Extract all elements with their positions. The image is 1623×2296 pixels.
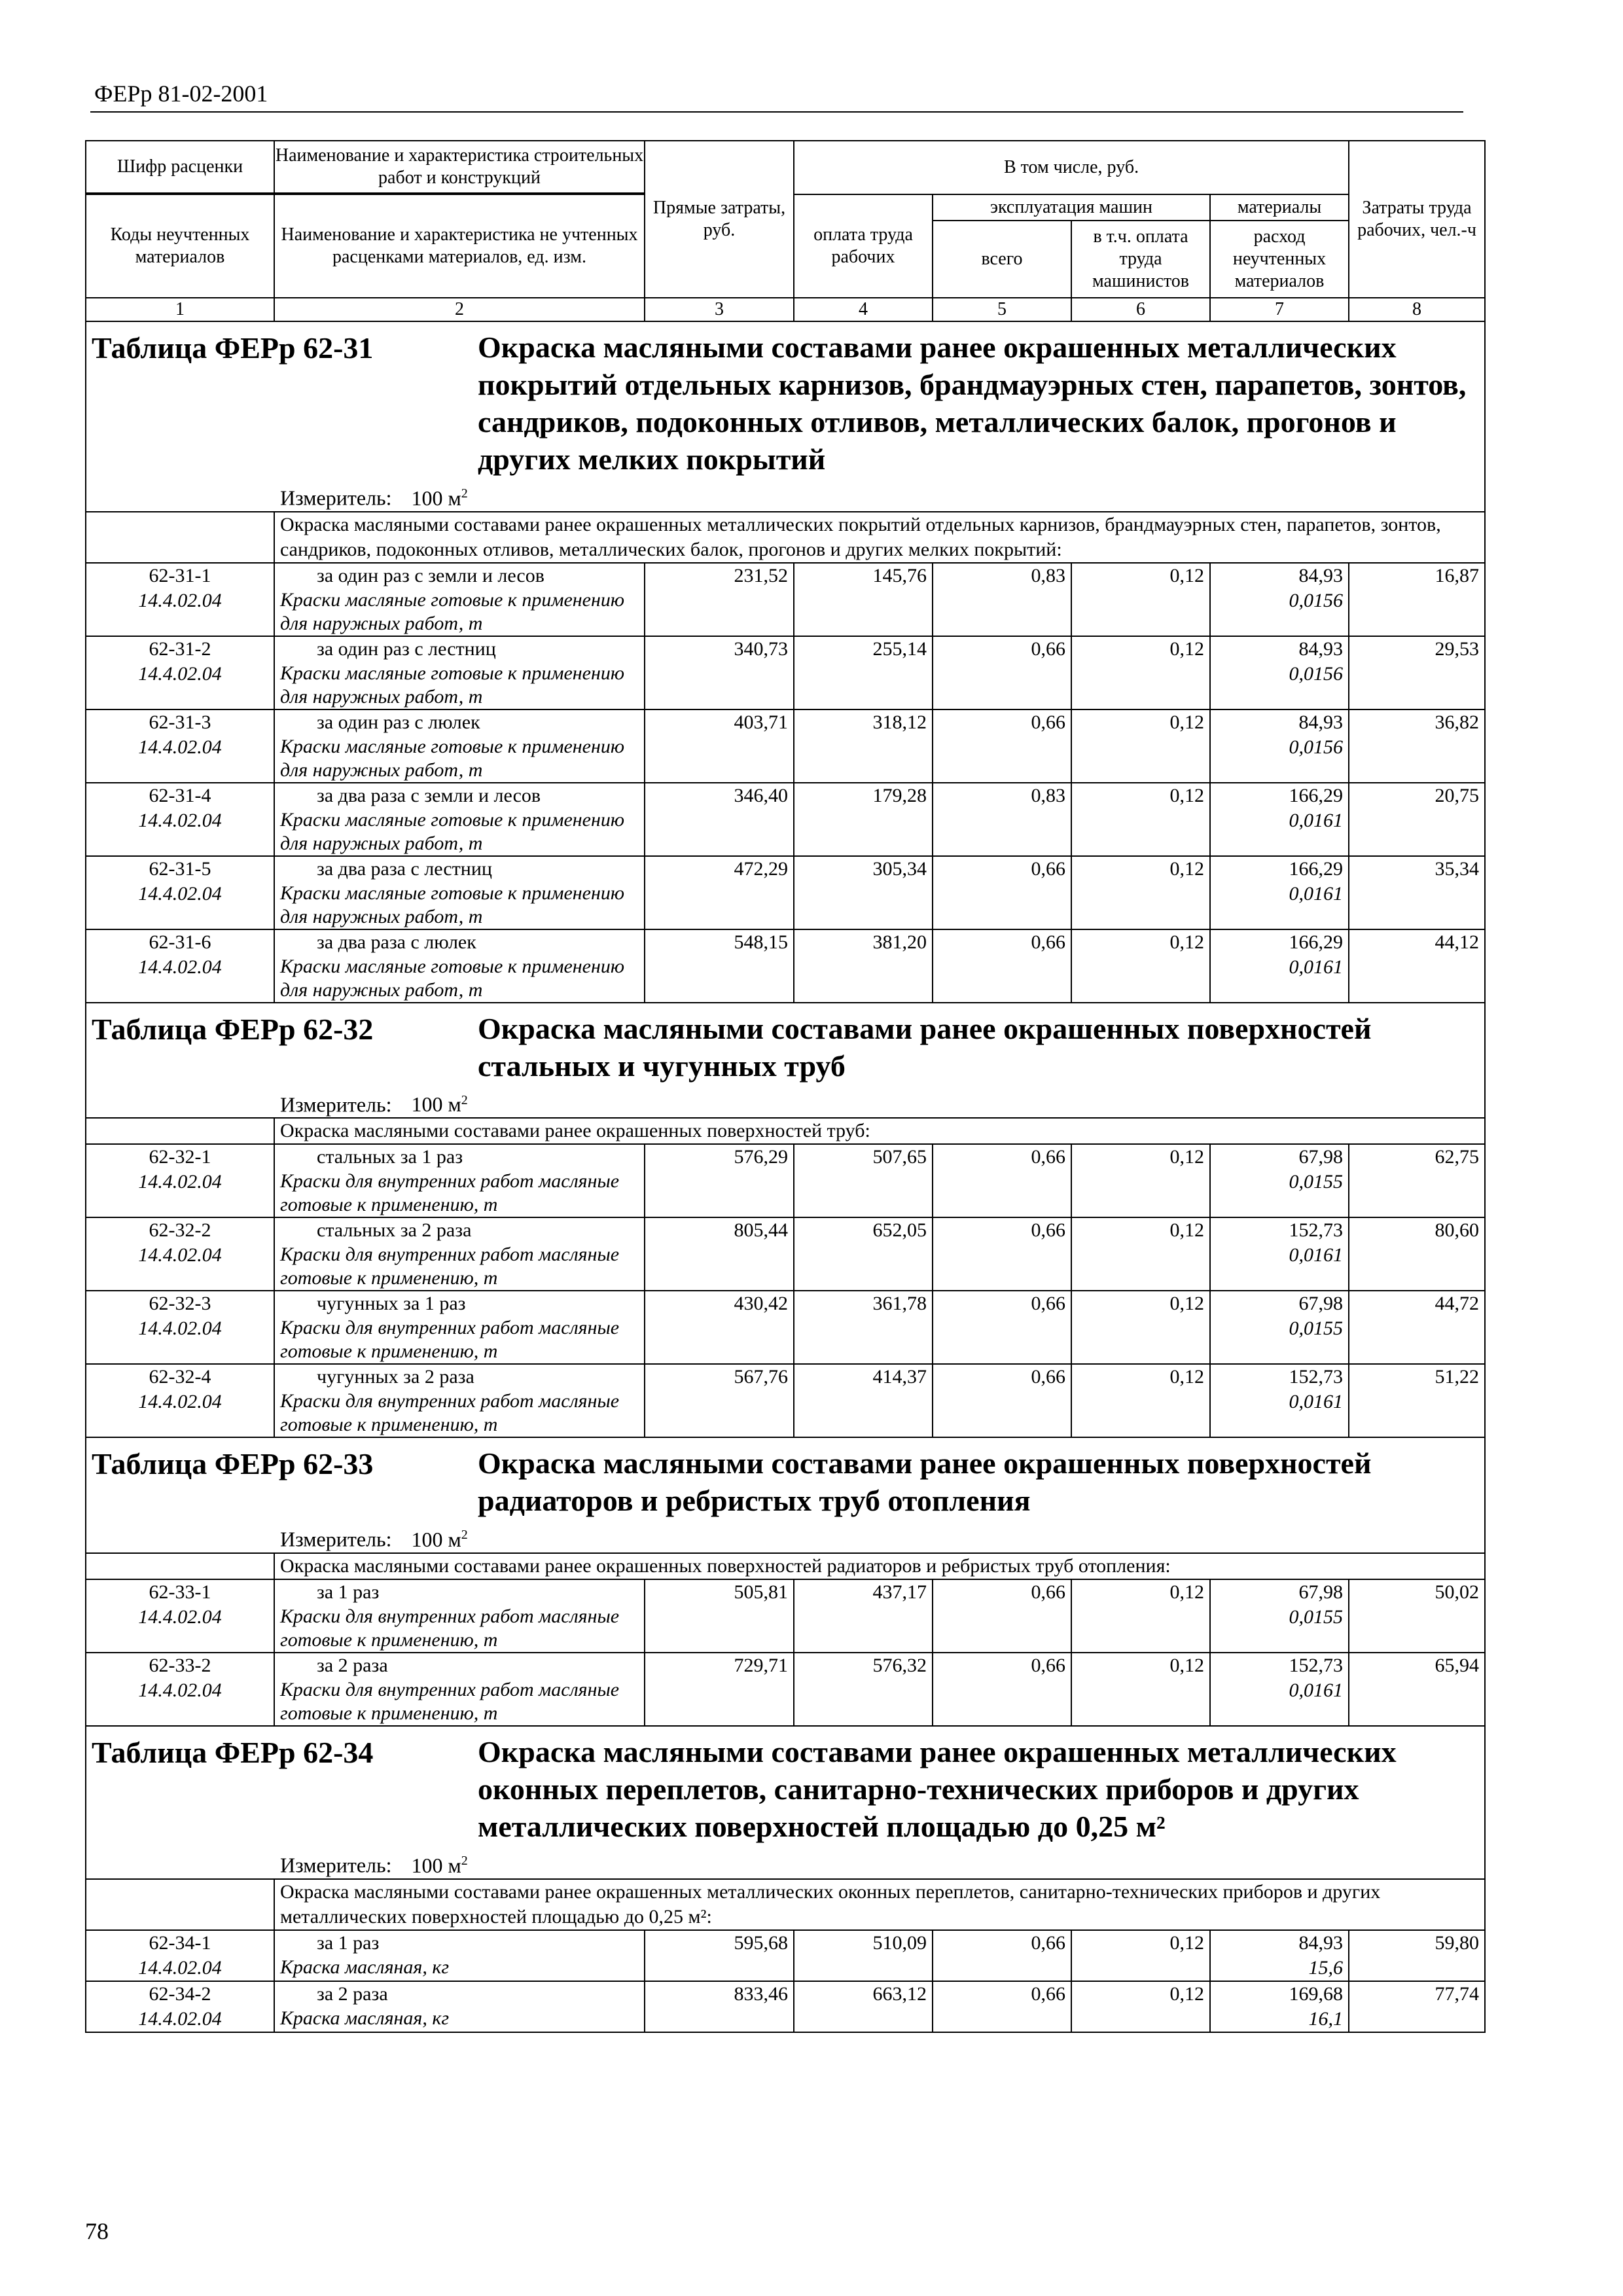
header-mat-codes: Коды неучтенных материалов — [86, 194, 274, 298]
value-direct: 548,15 — [645, 929, 794, 1003]
value-material-use: 0,0161 — [1289, 1244, 1344, 1266]
value-materials: 67,98 — [1298, 1293, 1344, 1315]
value-labor: 318,12 — [794, 709, 933, 783]
material-code: 14.4.02.04 — [138, 1605, 222, 1628]
col-number: 3 — [645, 298, 794, 321]
value-material-use: 0,0161 — [1289, 1679, 1344, 1701]
value-mach: 0,83 — [933, 563, 1071, 636]
value-materials: 84,93 — [1298, 1931, 1344, 1954]
value-material-use: 16,1 — [1308, 2007, 1344, 2030]
value-labor-hours: 36,82 — [1349, 709, 1485, 783]
table-title: Окраска масляными составами ранее окрашенных поверхностей радиаторов и ребристых труб отопления — [478, 1446, 1372, 1518]
materials-cell — [1210, 709, 1349, 783]
table-row — [86, 1981, 1485, 2032]
value-labor: 255,14 — [794, 636, 933, 709]
materials-cell — [1210, 856, 1349, 929]
rate-code-cell — [86, 1930, 274, 1981]
rate-code-cell — [86, 563, 274, 636]
table-row — [86, 709, 1485, 783]
value-material-use: 0,0161 — [1289, 882, 1344, 905]
material-code: 14.4.02.04 — [138, 2007, 222, 2030]
value-direct: 833,46 — [645, 1981, 794, 2032]
table-label: Таблица ФЕРр 62-32 — [92, 1012, 374, 1046]
rate-code: 62-32-1 — [149, 1146, 211, 1168]
measure-sup: 2 — [461, 1092, 468, 1107]
section-heading — [86, 1726, 1485, 1879]
value-labor-hours: 59,80 — [1349, 1930, 1485, 1981]
material-code: 14.4.02.04 — [138, 1244, 222, 1266]
rate-code-cell — [86, 1217, 274, 1291]
col-number: 7 — [1210, 298, 1349, 321]
section-description: Окраска масляными составами ранее окрашенных металлических оконных переплетов, санитарно-технических приборов и других металлических поверхностей площадью до 0,25 м²: — [274, 1879, 1485, 1930]
work-name-cell — [274, 563, 645, 636]
value-materials: 84,93 — [1298, 637, 1344, 660]
work-name-cell — [274, 1291, 645, 1364]
value-mach: 0,83 — [933, 783, 1071, 856]
header-mat-names: Наименование и характеристика не учтенных расценками материалов, ед. изм. — [274, 194, 645, 298]
work-name-cell — [274, 1930, 645, 1981]
value-direct: 805,44 — [645, 1217, 794, 1291]
rate-code: 62-32-4 — [149, 1366, 211, 1388]
material-name: Краски масляные готовые к применению для наружных работ, т — [280, 588, 625, 634]
col-number: 8 — [1349, 298, 1485, 321]
work-name-cell — [274, 636, 645, 709]
table-label: Таблица ФЕРр 62-34 — [92, 1735, 374, 1769]
materials-cell — [1210, 1981, 1349, 2032]
rate-code-cell — [86, 709, 274, 783]
value-mach: 0,66 — [933, 1144, 1071, 1217]
measure-unit — [86, 1845, 1484, 1878]
value-mach-labor: 0,12 — [1071, 1981, 1210, 2032]
value-mach-labor: 0,12 — [1071, 1144, 1210, 1217]
value-direct: 729,71 — [645, 1653, 794, 1726]
materials-cell — [1210, 1144, 1349, 1217]
value-direct: 340,73 — [645, 636, 794, 709]
value-mach-labor: 0,12 — [1071, 709, 1210, 783]
measure-label: Измеритель: — [280, 486, 392, 510]
empty-cell — [86, 1553, 274, 1579]
value-labor: 576,32 — [794, 1653, 933, 1726]
header-code: Шифр расценки — [86, 141, 274, 194]
rate-code-cell — [86, 1653, 274, 1726]
measure-unit — [86, 1519, 1484, 1552]
work-name: за два раза с лестниц — [317, 857, 492, 880]
materials-cell — [1210, 783, 1349, 856]
work-name-cell — [274, 783, 645, 856]
rate-code: 62-31-5 — [149, 857, 211, 880]
material-name: Краски масляные готовые к применению для наружных работ, т — [280, 808, 625, 854]
empty-cell — [86, 1118, 274, 1144]
material-name: Краски масляные готовые к применению для наружных работ, т — [280, 735, 625, 781]
table-section-description — [86, 1879, 1485, 1930]
section-heading — [86, 1437, 1485, 1553]
table-row — [86, 783, 1485, 856]
work-name-cell — [274, 1579, 645, 1653]
table-title: Окраска масляными составами ранее окрашенных поверхностей стальных и чугунных труб — [478, 1011, 1372, 1083]
value-material-use: 0,0155 — [1289, 1605, 1344, 1628]
header-name: Наименование и характеристика строительных работ и конструкций — [274, 141, 645, 194]
work-name: стальных за 1 раз — [317, 1146, 463, 1168]
materials-cell — [1210, 563, 1349, 636]
materials-cell — [1210, 1291, 1349, 1364]
header-materials: материалы — [1210, 194, 1349, 221]
header-machines-total: всего — [933, 221, 1071, 298]
measure-label: Измеритель: — [280, 1527, 392, 1551]
value-mach-labor: 0,12 — [1071, 1217, 1210, 1291]
col-number: 2 — [274, 298, 645, 321]
value-materials: 166,29 — [1289, 931, 1344, 953]
rate-code: 62-33-1 — [149, 1581, 211, 1603]
value-direct: 567,76 — [645, 1364, 794, 1437]
material-code: 14.4.02.04 — [138, 662, 222, 685]
work-name: за два раза с люлек — [317, 931, 476, 953]
table-row — [86, 1144, 1485, 1217]
work-name-cell — [274, 1144, 645, 1217]
value-materials: 152,73 — [1289, 1219, 1344, 1242]
value-materials: 84,93 — [1298, 564, 1344, 586]
work-name-cell — [274, 1653, 645, 1726]
value-mach: 0,66 — [933, 1981, 1071, 2032]
value-direct: 576,29 — [645, 1144, 794, 1217]
col-number: 6 — [1071, 298, 1210, 321]
material-code: 14.4.02.04 — [138, 956, 222, 978]
value-material-use: 0,0161 — [1289, 809, 1344, 831]
rate-code-cell — [86, 783, 274, 856]
value-materials: 166,29 — [1289, 784, 1344, 806]
value-direct: 505,81 — [645, 1579, 794, 1653]
rate-code: 62-32-2 — [149, 1219, 211, 1242]
value-mach-labor: 0,12 — [1071, 636, 1210, 709]
work-name: стальных за 2 раза — [317, 1219, 472, 1242]
material-name: Краски для внутренних работ масляные готовые к применению, т — [280, 1390, 620, 1436]
value-labor-hours: 51,22 — [1349, 1364, 1485, 1437]
material-code: 14.4.02.04 — [138, 1679, 222, 1701]
table-row — [86, 1579, 1485, 1653]
measure-sup: 2 — [461, 1853, 468, 1868]
work-name-cell — [274, 709, 645, 783]
measure-sup: 2 — [461, 1528, 468, 1543]
work-name: за два раза с земли и лесов — [317, 784, 541, 806]
material-name: Краски для внутренних работ масляные готовые к применению, т — [280, 1678, 620, 1724]
table-section-title — [86, 321, 1485, 512]
value-mach: 0,66 — [933, 1291, 1071, 1364]
value-mach-labor: 0,12 — [1071, 1653, 1210, 1726]
value-mach: 0,66 — [933, 856, 1071, 929]
table-body — [86, 321, 1485, 2032]
table-row — [86, 1291, 1485, 1364]
value-labor-hours: 20,75 — [1349, 783, 1485, 856]
value-labor: 414,37 — [794, 1364, 933, 1437]
material-name: Краски для внутренних работ масляные готовые к применению, т — [280, 1170, 620, 1216]
value-materials: 84,93 — [1298, 711, 1344, 733]
materials-cell — [1210, 1217, 1349, 1291]
table-row — [86, 636, 1485, 709]
measure-unit — [86, 478, 1484, 511]
value-mach: 0,66 — [933, 1579, 1071, 1653]
material-code: 14.4.02.04 — [138, 1171, 222, 1193]
value-labor-hours: 50,02 — [1349, 1579, 1485, 1653]
value-labor: 510,09 — [794, 1930, 933, 1981]
value-material-use: 0,0161 — [1289, 1391, 1344, 1413]
value-material-use: 0,0156 — [1289, 589, 1344, 611]
value-material-use: 0,0161 — [1289, 956, 1344, 978]
material-name: Краски масляные готовые к применению для наружных работ, т — [280, 662, 625, 708]
table-row — [86, 1364, 1485, 1437]
table-label: Таблица ФЕРр 62-31 — [92, 331, 374, 365]
value-materials: 166,29 — [1289, 857, 1344, 880]
value-labor-hours: 29,53 — [1349, 636, 1485, 709]
value-mach: 0,66 — [933, 1364, 1071, 1437]
empty-cell — [86, 1879, 274, 1930]
table-section-description — [86, 1553, 1485, 1579]
rate-code: 62-34-2 — [149, 1982, 211, 2005]
empty-cell — [86, 512, 274, 563]
header-machines-labor: в т.ч. оплата труда машинистов — [1071, 221, 1210, 298]
header-direct: Прямые затраты, руб. — [645, 141, 794, 298]
material-code: 14.4.02.04 — [138, 589, 222, 611]
value-mach-labor: 0,12 — [1071, 1930, 1210, 1981]
value-direct: 472,29 — [645, 856, 794, 929]
value-mach-labor: 0,12 — [1071, 1579, 1210, 1653]
header-labor-hours: Затраты труда рабочих, чел.-ч — [1349, 141, 1485, 298]
measure-label: Измеритель: — [280, 1092, 392, 1117]
table-row — [86, 1653, 1485, 1726]
material-code: 14.4.02.04 — [138, 1391, 222, 1413]
material-name: Краски для внутренних работ масляные готовые к применению, т — [280, 1317, 620, 1363]
rate-code: 62-33-2 — [149, 1654, 211, 1676]
rate-code-cell — [86, 1981, 274, 2032]
materials-cell — [1210, 929, 1349, 1003]
table-label: Таблица ФЕРр 62-33 — [92, 1447, 374, 1481]
work-name-cell — [274, 856, 645, 929]
section-heading-row — [86, 1438, 1484, 1519]
value-labor: 361,78 — [794, 1291, 933, 1364]
table-row — [86, 929, 1485, 1003]
value-mach-labor: 0,12 — [1071, 563, 1210, 636]
material-code: 14.4.02.04 — [138, 1956, 222, 1979]
materials-cell — [1210, 1930, 1349, 1981]
table-title: Окраска масляными составами ранее окрашенных металлических покрытий отдельных карнизов, брандмауэрных стен, парапетов, зонтов, сандриков, подоконных отливов, металлических балок, прогонов и других мелких покрытий — [478, 331, 1467, 476]
measure-unit — [86, 1085, 1484, 1118]
value-labor: 652,05 — [794, 1217, 933, 1291]
value-mach: 0,66 — [933, 929, 1071, 1003]
rate-code-cell — [86, 1144, 274, 1217]
rate-code-cell — [86, 1364, 274, 1437]
rate-code: 62-34-1 — [149, 1931, 211, 1954]
value-labor-hours: 44,72 — [1349, 1291, 1485, 1364]
work-name: чугунных за 2 раза — [317, 1366, 474, 1388]
rate-code-cell — [86, 856, 274, 929]
value-labor: 663,12 — [794, 1981, 933, 2032]
section-heading — [86, 1003, 1485, 1119]
material-name: Краски масляные готовые к применению для наружных работ, т — [280, 955, 625, 1001]
value-material-use: 15,6 — [1308, 1956, 1344, 1979]
value-labor-hours: 44,12 — [1349, 929, 1485, 1003]
value-mach: 0,66 — [933, 1653, 1071, 1726]
value-labor-hours: 65,94 — [1349, 1653, 1485, 1726]
materials-cell — [1210, 1579, 1349, 1653]
value-material-use: 0,0156 — [1289, 736, 1344, 758]
value-mach-labor: 0,12 — [1071, 1291, 1210, 1364]
value-mach: 0,66 — [933, 1217, 1071, 1291]
value-labor: 437,17 — [794, 1579, 933, 1653]
material-name: Краски для внутренних работ масляные готовые к применению, т — [280, 1605, 620, 1651]
doc-code: ФЕРр 81-02-2001 — [94, 81, 268, 107]
rate-code: 62-31-2 — [149, 637, 211, 660]
table-row — [86, 1217, 1485, 1291]
value-labor: 381,20 — [794, 929, 933, 1003]
value-labor: 305,34 — [794, 856, 933, 929]
materials-cell — [1210, 1653, 1349, 1726]
material-code: 14.4.02.04 — [138, 809, 222, 831]
materials-cell — [1210, 1364, 1349, 1437]
section-heading-row — [86, 322, 1484, 478]
value-direct: 346,40 — [645, 783, 794, 856]
value-materials: 152,73 — [1289, 1366, 1344, 1388]
rate-code: 62-31-4 — [149, 784, 211, 806]
col-number: 5 — [933, 298, 1071, 321]
header-including: В том числе, руб. — [794, 141, 1349, 194]
value-mach-labor: 0,12 — [1071, 856, 1210, 929]
value-labor-hours: 80,60 — [1349, 1217, 1485, 1291]
value-mach-labor: 0,12 — [1071, 1364, 1210, 1437]
header-labor-pay: оплата труда рабочих — [794, 194, 933, 298]
value-mach: 0,66 — [933, 709, 1071, 783]
work-name-cell — [274, 1981, 645, 2032]
value-direct: 403,71 — [645, 709, 794, 783]
work-name: за 2 раза — [317, 1654, 388, 1676]
measure-label: Измеритель: — [280, 1853, 392, 1877]
value-direct: 430,42 — [645, 1291, 794, 1364]
rate-code: 62-31-1 — [149, 564, 211, 586]
material-name: Краски масляные готовые к применению для наружных работ, т — [280, 882, 625, 927]
table-section-description — [86, 1118, 1485, 1144]
value-mach-labor: 0,12 — [1071, 783, 1210, 856]
header-machines: эксплуатация машин — [933, 194, 1210, 221]
table-title: Окраска масляными составами ранее окрашенных металлических оконных переплетов, санитарно-технических приборов и других металлических поверхностей площадью до 0,25 м² — [478, 1734, 1397, 1843]
material-name: Краски для внутренних работ масляные готовые к применению, т — [280, 1244, 620, 1289]
measure-value: 100 м — [411, 1527, 461, 1551]
work-name: за 1 раз — [317, 1931, 380, 1954]
work-name: за один раз с люлек — [317, 711, 480, 733]
value-materials: 67,98 — [1298, 1146, 1344, 1168]
work-name: за один раз с земли и лесов — [317, 564, 544, 586]
value-material-use: 0,0155 — [1289, 1171, 1344, 1193]
value-materials: 169,68 — [1289, 1982, 1344, 2005]
material-name: Краска масляная, кг — [280, 1956, 450, 1978]
material-code: 14.4.02.04 — [138, 882, 222, 905]
rate-code: 62-32-3 — [149, 1293, 211, 1315]
section-description: Окраска масляными составами ранее окрашенных металлических покрытий отдельных карнизов, брандмауэрных стен, парапетов, зонтов, сандриков, подоконных отливов, металлических балок, прогонов и других мелких покрытий: — [274, 512, 1485, 563]
materials-cell — [1210, 636, 1349, 709]
work-name-cell — [274, 1364, 645, 1437]
value-material-use: 0,0156 — [1289, 662, 1344, 685]
work-name: за 1 раз — [317, 1581, 380, 1603]
rate-code: 62-31-3 — [149, 711, 211, 733]
work-name: за 2 раза — [317, 1982, 388, 2005]
value-labor-hours: 16,87 — [1349, 563, 1485, 636]
rate-code-cell — [86, 1579, 274, 1653]
value-direct: 231,52 — [645, 563, 794, 636]
work-name: чугунных за 1 раз — [317, 1293, 466, 1315]
value-labor-hours: 77,74 — [1349, 1981, 1485, 2032]
value-materials: 152,73 — [1289, 1654, 1344, 1676]
rate-code-cell — [86, 929, 274, 1003]
material-code: 14.4.02.04 — [138, 1318, 222, 1340]
material-name: Краска масляная, кг — [280, 2007, 450, 2029]
rate-code-cell — [86, 636, 274, 709]
value-mach: 0,66 — [933, 1930, 1071, 1981]
value-labor: 145,76 — [794, 563, 933, 636]
work-name-cell — [274, 1217, 645, 1291]
measure-value: 100 м — [411, 486, 461, 510]
section-description: Окраска масляными составами ранее окрашенных поверхностей труб: — [274, 1118, 1485, 1144]
col-number: 4 — [794, 298, 933, 321]
value-labor-hours: 62,75 — [1349, 1144, 1485, 1217]
work-name: за один раз с лестниц — [317, 637, 496, 660]
value-mach: 0,66 — [933, 636, 1071, 709]
value-mach-labor: 0,12 — [1071, 929, 1210, 1003]
value-labor-hours: 35,34 — [1349, 856, 1485, 929]
section-heading — [86, 321, 1485, 512]
value-labor: 507,65 — [794, 1144, 933, 1217]
section-description: Окраска масляными составами ранее окрашенных поверхностей радиаторов и ребристых труб отопления: — [274, 1553, 1485, 1579]
measure-sup: 2 — [461, 486, 468, 501]
value-direct: 595,68 — [645, 1930, 794, 1981]
section-heading-row — [86, 1003, 1484, 1085]
table-row — [86, 1930, 1485, 1981]
rates-table — [85, 140, 1486, 2033]
rate-code: 62-31-6 — [149, 931, 211, 953]
table-section-title — [86, 1726, 1485, 1879]
table-section-description — [86, 512, 1485, 563]
value-labor: 179,28 — [794, 783, 933, 856]
col-number: 1 — [86, 298, 274, 321]
value-material-use: 0,0155 — [1289, 1318, 1344, 1340]
table-section-title — [86, 1437, 1485, 1553]
header-materials-use: расход неучтенных материалов — [1210, 221, 1349, 298]
measure-value: 100 м — [411, 1853, 461, 1877]
table-row — [86, 856, 1485, 929]
material-code: 14.4.02.04 — [138, 736, 222, 758]
work-name-cell — [274, 929, 645, 1003]
page-number: 78 — [85, 2218, 109, 2244]
section-heading-row — [86, 1727, 1484, 1845]
table-row — [86, 563, 1485, 636]
value-materials: 67,98 — [1298, 1581, 1344, 1603]
measure-value: 100 м — [411, 1092, 461, 1117]
rate-code-cell — [86, 1291, 274, 1364]
table-section-title — [86, 1003, 1485, 1119]
document-header — [90, 77, 1463, 113]
